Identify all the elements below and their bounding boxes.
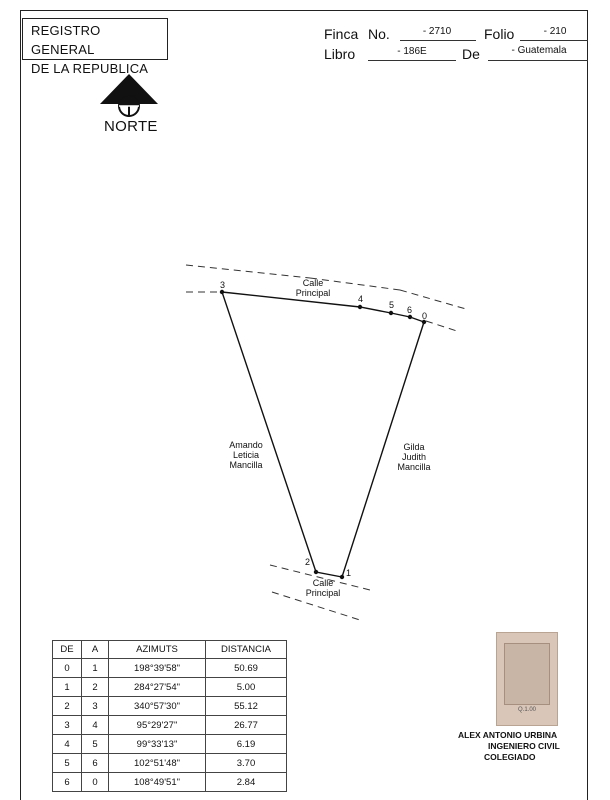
signature-college: COLEGIADO (484, 752, 536, 762)
cell-distancia: 26.77 (206, 716, 287, 735)
owner-label-right: Gilda Judith Mancilla (397, 442, 431, 472)
folio-label: Folio (484, 26, 515, 42)
cell-distancia: 2.84 (206, 773, 287, 792)
azimuth-table (52, 640, 287, 792)
header-azimuts: AZIMUTS (109, 641, 206, 659)
street-label-top: Calle Principal (295, 278, 331, 298)
cell-de: 4 (53, 735, 82, 754)
cell-de: 0 (53, 659, 82, 678)
cell-azimut: 340°57'30" (109, 697, 206, 716)
street-top-edge-1 (186, 265, 310, 278)
finca-number: - 2710 (422, 26, 452, 37)
table-row (53, 773, 287, 792)
table-row (53, 716, 287, 735)
header-de: DE (53, 641, 82, 659)
signature-name: ALEX ANTONIO URBINA (458, 730, 558, 740)
point-5 (389, 311, 393, 315)
cell-de: 5 (53, 754, 82, 773)
survey-points (220, 290, 426, 579)
cell-a: 1 (82, 659, 109, 678)
finca-label: Finca (324, 26, 359, 42)
point-label-2: 2 (305, 557, 311, 567)
stamp-emblem-icon (504, 643, 550, 705)
cell-distancia: 6.19 (206, 735, 287, 754)
table-row (53, 659, 287, 678)
cell-a: 6 (82, 754, 109, 773)
north-arrow-icon (100, 74, 158, 117)
cell-a: 2 (82, 678, 109, 697)
table-row (53, 697, 287, 716)
point-3 (220, 290, 224, 294)
point-label-6: 6 (407, 305, 413, 315)
cell-azimut: 95°29'27" (109, 716, 206, 735)
stamp-value: Q.1.00 (517, 707, 536, 713)
cell-azimut: 108°49'51" (109, 773, 206, 792)
point-2 (314, 570, 318, 574)
cell-distancia: 5.00 (206, 678, 287, 697)
table-header-row (53, 641, 287, 659)
cell-a: 0 (82, 773, 109, 792)
revenue-stamp (496, 632, 558, 726)
owner-label-left: Amando Leticia Mancilla (229, 440, 263, 470)
cell-a: 3 (82, 697, 109, 716)
point-4 (358, 305, 362, 309)
table-row (53, 678, 287, 697)
cell-de: 6 (53, 773, 82, 792)
north-label: NORTE (104, 118, 158, 135)
de-value: - Guatemala (511, 45, 567, 56)
point-label-5: 5 (389, 300, 395, 310)
parcel-boundary (222, 292, 424, 577)
cell-distancia: 50.69 (206, 659, 287, 678)
header-distancia: DISTANCIA (206, 641, 287, 659)
cell-de: 1 (53, 678, 82, 697)
cell-azimut: 99°33'13" (109, 735, 206, 754)
cell-azimut: 102°51'48" (109, 754, 206, 773)
signature-title: INGENIERO CIVIL (488, 741, 560, 751)
de-label: De (462, 46, 480, 62)
point-6 (408, 315, 412, 319)
street-top-edge-5 (426, 321, 460, 332)
point-label-3: 3 (220, 280, 226, 290)
cell-azimut: 284°27'54" (109, 678, 206, 697)
registry-line-2: DE LA REPUBLICA (31, 61, 149, 76)
table-row (53, 735, 287, 754)
libro-label: Libro (324, 46, 356, 62)
cell-distancia: 3.70 (206, 754, 287, 773)
point-label-0: 0 (422, 311, 428, 321)
folio-number: - 210 (543, 26, 567, 37)
point-label-4: 4 (358, 294, 364, 304)
no-label: No. (368, 26, 390, 42)
cell-a: 5 (82, 735, 109, 754)
header-a: A (82, 641, 109, 659)
cell-a: 4 (82, 716, 109, 735)
cell-de: 2 (53, 697, 82, 716)
cell-de: 3 (53, 716, 82, 735)
table-row (53, 754, 287, 773)
cell-distancia: 55.12 (206, 697, 287, 716)
cell-azimut: 198°39'58" (109, 659, 206, 678)
street-label-bottom: Calle Principal (305, 578, 341, 598)
registry-line-1: REGISTRO GENERAL (31, 23, 101, 57)
libro-value: - 186E (397, 46, 427, 57)
point-label-1: 1 (346, 568, 352, 578)
